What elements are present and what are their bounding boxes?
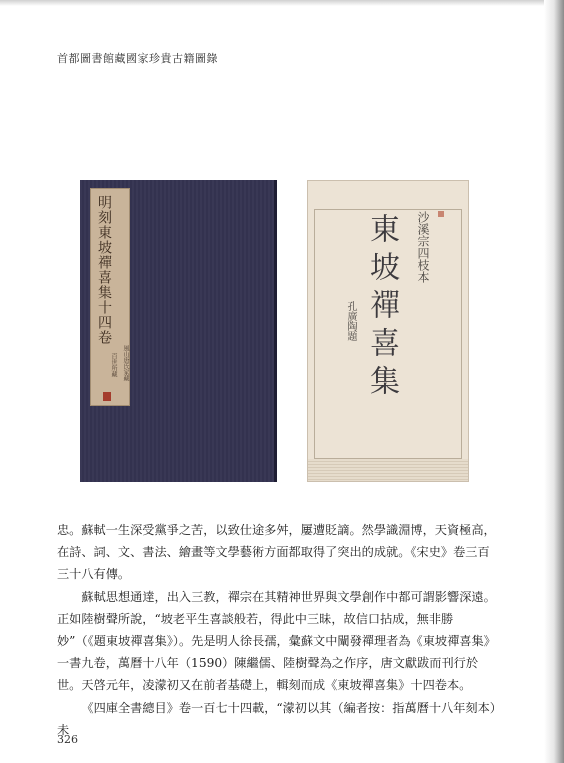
frontispiece-title: 東坡禪喜集 bbox=[364, 213, 399, 403]
page-gutter-shadow bbox=[544, 0, 564, 763]
cover-label-inscription-1: 風山唐氏家藏 bbox=[122, 345, 129, 381]
book-spine-edge bbox=[274, 180, 277, 482]
paragraph-3: 《四庫全書總目》卷一百七十四載，“濛初以其（編者按：指萬曆十八年刻本）未 bbox=[57, 700, 496, 737]
red-seal-icon bbox=[103, 392, 111, 401]
page-top-shadow bbox=[0, 0, 564, 6]
frontispiece-side-inscription-1: 沙溪宗四枝本 bbox=[416, 211, 430, 283]
frontispiece-photo bbox=[307, 180, 469, 482]
page-number: 326 bbox=[57, 733, 78, 746]
frontispiece-side-inscription-2: 孔廣陶題 bbox=[345, 301, 356, 341]
page-edge-stack bbox=[308, 459, 468, 481]
book-cover-photo bbox=[80, 180, 277, 482]
running-title: 首都圖書館藏國家珍貴古籍圖錄 bbox=[57, 52, 218, 65]
cover-label-inscription-2: 百世所藏 bbox=[110, 353, 117, 377]
body-text bbox=[57, 519, 500, 741]
cover-title-slip bbox=[90, 188, 130, 406]
cover-label-title: 明刻東坡禪喜集十四卷 bbox=[96, 195, 112, 345]
paragraph-2: 蘇軾思想通達，出入三教，禪宗在其精神世界與文學創作中都可謂影響深遠。正如陸樹聲所說，“坡老平生喜談般若，得此中三昧，故信口拈成，無非勝妙”（《題東坡禪喜集》）。先是明人徐長孺，彙蘇文中闡發禪理者為《東坡禪喜集》一書九卷，萬曆十八年（1590）陳繼儒、陸樹聲為之作序，唐文獻跋而刊行於世。天啓元年，凌濛初又在前者基礎上，輯刻而成《東坡禪喜集》十四卷本。 bbox=[57, 589, 496, 693]
paragraph-1: 忠。蘇軾一生深受黨爭之苦，以致仕途多舛，屢遭貶謫。然學識淵博，天資極高，在詩、詞、文、書法、繪畫等文學藝術方面都取得了突出的成就。《宋史》卷三百三十八有傳。 bbox=[57, 523, 496, 582]
small-seal-icon bbox=[438, 211, 444, 217]
